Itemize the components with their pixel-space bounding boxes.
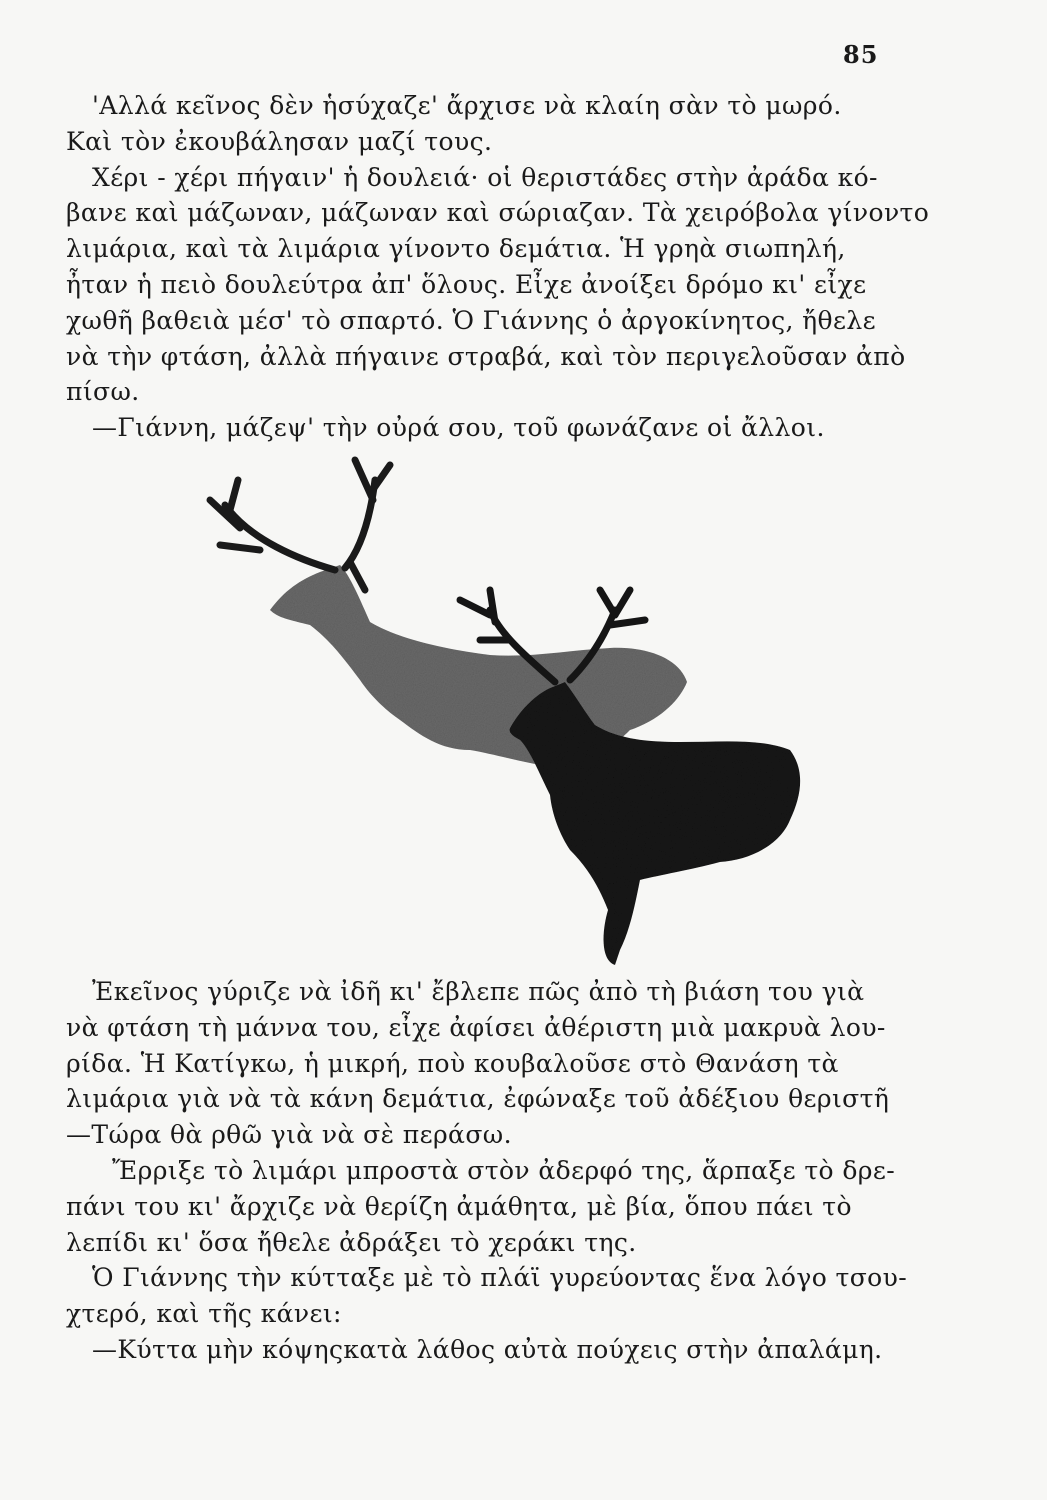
text-line: —Γιάννη, μάζεψ' τὴν οὐρά σου, τοῦ φωνάζανε οἱ ἄλλοι.: [92, 413, 825, 443]
text-line: Καὶ τὸν ἐκουβάλησαν μαζί τους.: [66, 126, 493, 156]
text-line: νὰ τὴν φτάση, ἀλλὰ πήγαινε στραβά, καὶ τὸν περιγελοῦσαν ἀπὸ: [66, 341, 906, 371]
text-line: Χέρι - χέρι πήγαιν' ἡ δουλειά· οἱ θεριστάδες στὴν ἀράδα κό-: [92, 162, 878, 192]
text-line: Ἔρριξε τὸ λιμάρι μπροστὰ στὸν ἀδερφό της, ἅρπαξε τὸ δρε-: [112, 1155, 896, 1185]
front-deer-icon: [509, 682, 800, 965]
text-line: Ἐκεῖνος γύριζε νὰ ἰδῆ κι' ἔβλεπε πῶς ἀπὸ τὴ βιάση του γιὰ: [92, 977, 865, 1006]
back-deer-antlers-icon: [210, 460, 390, 590]
text-line: —Τώρα θὰ ρθῶ γιὰ νὰ σὲ περάσω.: [66, 1120, 512, 1150]
text-line: ἦταν ἡ πειὸ δουλεύτρα ἀπ' ὅλους. Εἶχε ἀνοίξει δρόμο κι' εἶχε: [66, 269, 867, 299]
text-line: λεπίδι κι' ὅσα ἤθελε ἀδράξει τὸ χεράκι της.: [66, 1227, 637, 1257]
text-line: πάνι του κι' ἄρχιζε νὰ θερίζη ἀμάθητα, μὲ βία, ὅπου πάει τὸ: [66, 1191, 852, 1221]
text-line: χτερό, καὶ τῆς κάνει:: [66, 1299, 342, 1329]
text-line: λιμάρια, καὶ τὰ λιμάρια γίνοντο δεμάτια. Ἡ γρηὰ σιωπηλή,: [66, 234, 846, 264]
text-line: νὰ φτάση τὴ μάννα του, εἶχε ἀφίσει ἀθέριστη μιὰ μακρυὰ λου-: [66, 1012, 886, 1042]
text-line: Ὁ Γιάννης τὴν κύτταξε μὲ τὸ πλάϊ γυρεύοντας ἕνα λόγο τσου-: [92, 1263, 908, 1293]
text-line: βανε καὶ μάζωναν, μάζωναν καὶ σώριαζαν. Τὰ χειρόβολα γίνοντο: [66, 198, 930, 228]
text-line: 'Αλλά κεῖνος δὲν ἡσύχαζε' ἄρχισε νὰ κλαίη σὰν τὸ μωρό.: [92, 91, 842, 120]
text-line: πίσω.: [66, 377, 140, 407]
text-line: χωθῆ βαθειὰ μέσ' τὸ σπαρτό. Ὁ Γιάννης ὁ ἀργοκίνητος, ἤθελε: [66, 305, 876, 335]
text-block-bottom: [66, 974, 932, 1368]
text-line: —Κύττα μὴν κόψηςκατὰ λάθος αὐτὰ πούχεις στὴν ἀπαλάμη.: [92, 1334, 883, 1364]
page-number: 85: [843, 40, 879, 69]
text-line: ρίδα. Ἡ Κατίγκω, ἡ μικρή, ποὺ κουβαλοῦσε στὸ Θανάση τὰ: [66, 1048, 839, 1078]
text-line: λιμάρια γιὰ νὰ τὰ κάνη δεμάτια, ἐφώναξε τοῦ ἀδέξιου θεριστῆ: [66, 1084, 890, 1114]
text-block-top: [66, 88, 932, 446]
two-deer-illustration-icon: [190, 450, 820, 980]
